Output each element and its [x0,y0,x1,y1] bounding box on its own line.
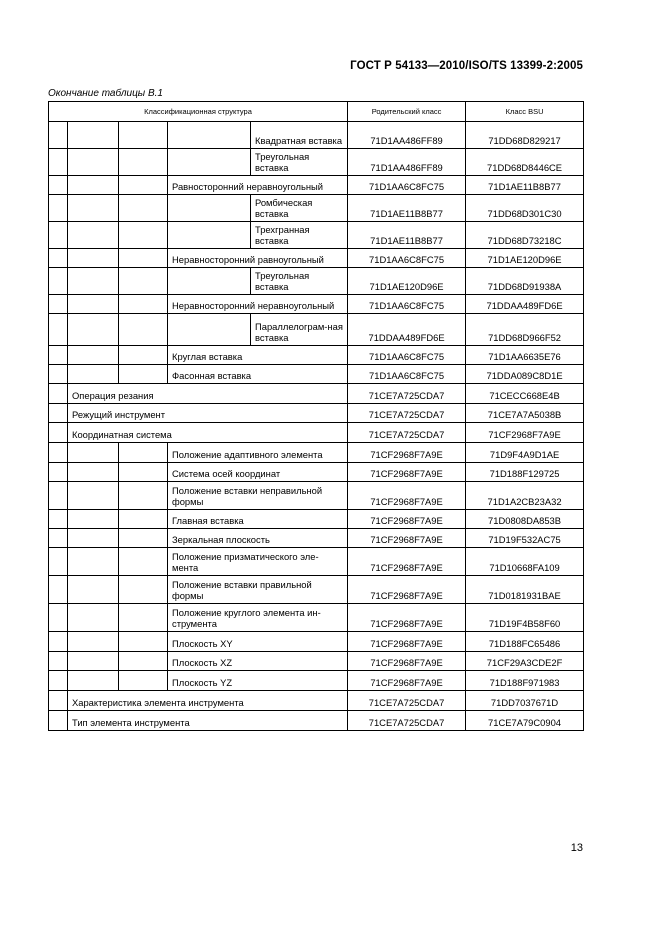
class-name-cell: Неравносторонний неравноугольный [168,295,348,314]
table-row [49,314,584,346]
table-row [49,122,584,149]
bsu-class-cell: 71CECC668E4B [466,384,584,404]
bsu-class-cell: 71DD68D91938A [466,268,584,295]
indent-cell [68,122,119,149]
indent-cell [49,249,68,268]
parent-class-cell: 71D1AA6C8FC75 [348,295,466,314]
parent-class-cell: 71CE7A725CDA7 [348,423,466,443]
indent-cell [49,463,68,482]
indent-cell [68,314,119,346]
parent-class-cell: 71CF2968F7A9E [348,510,466,529]
indent-cell [119,268,168,295]
indent-cell [68,222,119,249]
indent-cell [68,195,119,222]
indent-cell [49,482,68,510]
parent-class-cell: 71CF2968F7A9E [348,463,466,482]
table-row [49,463,584,482]
table-row [49,604,584,632]
parent-class-cell: 71D1AA486FF89 [348,122,466,149]
table-row [49,404,584,423]
table-row [49,268,584,295]
indent-cell [119,576,168,604]
indent-cell [68,463,119,482]
class-name-cell: Положение адаптивного элемента [168,443,348,463]
bsu-class-cell: 71DD68D8446CE [466,149,584,176]
parent-class-cell: 71CF2968F7A9E [348,576,466,604]
indent-cell [49,176,68,195]
indent-cell [49,671,68,691]
parent-class-cell: 71D1AA6C8FC75 [348,365,466,384]
class-name-cell: Главная вставка [168,510,348,529]
class-name-cell: Параллелограм-ная вставка [251,314,348,346]
class-name-cell: Координатная система [68,423,348,443]
indent-cell [49,691,68,711]
class-name-cell: Неравносторонний равноугольный [168,249,348,268]
class-name-cell: Положение вставки неправильной формы [168,482,348,510]
indent-cell [119,346,168,365]
table-row [49,423,584,443]
indent-cell [49,443,68,463]
bsu-class-cell: 71DDA089C8D1E [466,365,584,384]
class-name-cell: Тип элемента инструмента [68,711,348,731]
table-row [49,691,584,711]
bsu-class-cell: 71CF29A3CDE2F [466,652,584,671]
indent-cell [68,548,119,576]
class-name-cell: Треугольная вставка [251,149,348,176]
indent-cell [119,529,168,548]
parent-class-cell: 71CE7A725CDA7 [348,404,466,423]
table-row [49,149,584,176]
bsu-class-cell: 71D188F971983 [466,671,584,691]
table-row [49,711,584,731]
bsu-class-cell: 71DD68D829217 [466,122,584,149]
indent-cell [49,711,68,731]
class-name-cell: Ромбическая вставка [251,195,348,222]
indent-cell [49,268,68,295]
indent-cell [68,365,119,384]
indent-cell [68,443,119,463]
table-row [49,195,584,222]
indent-cell [119,632,168,652]
indent-cell [68,576,119,604]
bsu-class-cell: 71D19F4B58F60 [466,604,584,632]
parent-class-cell: 71DDAA489FD6E [348,314,466,346]
indent-cell [68,632,119,652]
bsu-class-cell: 71D188FC65486 [466,632,584,652]
indent-cell [49,314,68,346]
indent-cell [68,268,119,295]
bsu-class-cell: 71D188F129725 [466,463,584,482]
class-name-cell: Равносторонний неравноугольный [168,176,348,195]
table-row [49,249,584,268]
bsu-class-cell: 71D1AE120D96E [466,249,584,268]
indent-cell [49,346,68,365]
parent-class-cell: 71CF2968F7A9E [348,632,466,652]
indent-cell [119,652,168,671]
parent-class-cell: 71CF2968F7A9E [348,482,466,510]
bsu-class-cell: 71D10668FA109 [466,548,584,576]
document-header: ГОСТ Р 54133—2010/ISO/TS 13399-2:2005 [350,60,583,72]
column-header-structure: Классификационная структура [49,102,348,122]
indent-cell [119,122,168,149]
indent-cell [168,149,251,176]
indent-cell [68,482,119,510]
indent-cell [68,604,119,632]
indent-cell [119,463,168,482]
parent-class-cell: 71D1AE11B8B77 [348,195,466,222]
indent-cell [49,604,68,632]
indent-cell [68,149,119,176]
table-row [49,384,584,404]
indent-cell [49,652,68,671]
table-row [49,365,584,384]
indent-cell [49,195,68,222]
column-header-bsu: Класс BSU [466,102,584,122]
indent-cell [49,404,68,423]
table-row [49,176,584,195]
indent-cell [49,365,68,384]
indent-cell [49,632,68,652]
parent-class-cell: 71D1AA6C8FC75 [348,346,466,365]
class-name-cell: Квадратная вставка [251,122,348,149]
indent-cell [119,249,168,268]
indent-cell [168,195,251,222]
parent-class-cell: 71CE7A725CDA7 [348,711,466,731]
indent-cell [168,268,251,295]
parent-class-cell: 71CF2968F7A9E [348,548,466,576]
indent-cell [168,222,251,249]
indent-cell [49,423,68,443]
indent-cell [49,576,68,604]
class-name-cell: Зеркальная плоскость [168,529,348,548]
indent-cell [119,295,168,314]
indent-cell [119,443,168,463]
class-name-cell: Плоскость XZ [168,652,348,671]
parent-class-cell: 71D1AA6C8FC75 [348,249,466,268]
bsu-class-cell: 71DD68D301C30 [466,195,584,222]
indent-cell [68,176,119,195]
indent-cell [49,529,68,548]
indent-cell [168,314,251,346]
table-row [49,529,584,548]
table-row [49,671,584,691]
indent-cell [68,346,119,365]
parent-class-cell: 71CF2968F7A9E [348,443,466,463]
class-name-cell: Плоскость YZ [168,671,348,691]
column-header-parent: Родительский класс [348,102,466,122]
parent-class-cell: 71D1AA486FF89 [348,149,466,176]
table-row [49,576,584,604]
indent-cell [68,529,119,548]
bsu-class-cell: 71D0808DA853B [466,510,584,529]
class-name-cell: Треугольная вставка [251,268,348,295]
table-body [49,122,584,731]
class-name-cell: Режущий инструмент [68,404,348,423]
table-row [49,443,584,463]
indent-cell [119,365,168,384]
class-name-cell: Характеристика элемента инструмента [68,691,348,711]
table-row [49,548,584,576]
indent-cell [49,384,68,404]
indent-cell [49,222,68,249]
class-name-cell: Операция резания [68,384,348,404]
indent-cell [119,604,168,632]
bsu-class-cell: 71D1A2CB23A32 [466,482,584,510]
indent-cell [49,149,68,176]
parent-class-cell: 71CF2968F7A9E [348,604,466,632]
parent-class-cell: 71D1AA6C8FC75 [348,176,466,195]
bsu-class-cell: 71DDAA489FD6E [466,295,584,314]
parent-class-cell: 71CE7A725CDA7 [348,384,466,404]
indent-cell [68,652,119,671]
indent-cell [119,482,168,510]
indent-cell [119,671,168,691]
indent-cell [119,314,168,346]
bsu-class-cell: 71DD7037671D [466,691,584,711]
indent-cell [168,122,251,149]
indent-cell [119,222,168,249]
table-caption: Окончание таблицы В.1 [48,88,163,99]
bsu-class-cell: 71DD68D73218C [466,222,584,249]
table-row [49,295,584,314]
indent-cell [68,295,119,314]
parent-class-cell: 71D1AE11B8B77 [348,222,466,249]
table-row [49,652,584,671]
parent-class-cell: 71CF2968F7A9E [348,671,466,691]
parent-class-cell: 71CF2968F7A9E [348,529,466,548]
bsu-class-cell: 71D9F4A9D1AE [466,443,584,463]
indent-cell [49,122,68,149]
indent-cell [119,195,168,222]
table-row [49,482,584,510]
table-row [49,510,584,529]
bsu-class-cell: 71D0181931BAE [466,576,584,604]
table-header-row [49,102,584,122]
table-row [49,346,584,365]
class-name-cell: Положение призматического эле-мента [168,548,348,576]
indent-cell [49,295,68,314]
table-row [49,632,584,652]
class-name-cell: Круглая вставка [168,346,348,365]
bsu-class-cell: 71D1AE11B8B77 [466,176,584,195]
parent-class-cell: 71CE7A725CDA7 [348,691,466,711]
indent-cell [68,510,119,529]
class-name-cell: Система осей координат [168,463,348,482]
bsu-class-cell: 71DD68D966F52 [466,314,584,346]
parent-class-cell: 71D1AE120D96E [348,268,466,295]
parent-class-cell: 71CF2968F7A9E [348,652,466,671]
class-name-cell: Положение круглого элемента ин-струмента [168,604,348,632]
bsu-class-cell: 71D1AA6635E76 [466,346,584,365]
class-name-cell: Положение вставки правильной формы [168,576,348,604]
bsu-class-cell: 71D19F532AC75 [466,529,584,548]
class-name-cell: Трехгранная вставка [251,222,348,249]
classification-table [48,101,584,731]
indent-cell [119,149,168,176]
indent-cell [68,249,119,268]
indent-cell [119,548,168,576]
bsu-class-cell: 71CE7A7A5038B [466,404,584,423]
bsu-class-cell: 71CE7A79C0904 [466,711,584,731]
indent-cell [49,510,68,529]
indent-cell [119,176,168,195]
indent-cell [49,548,68,576]
page-number: 13 [570,842,583,854]
indent-cell [68,671,119,691]
table-row [49,222,584,249]
class-name-cell: Фасонная вставка [168,365,348,384]
class-name-cell: Плоскость XY [168,632,348,652]
bsu-class-cell: 71CF2968F7A9E [466,423,584,443]
indent-cell [119,510,168,529]
